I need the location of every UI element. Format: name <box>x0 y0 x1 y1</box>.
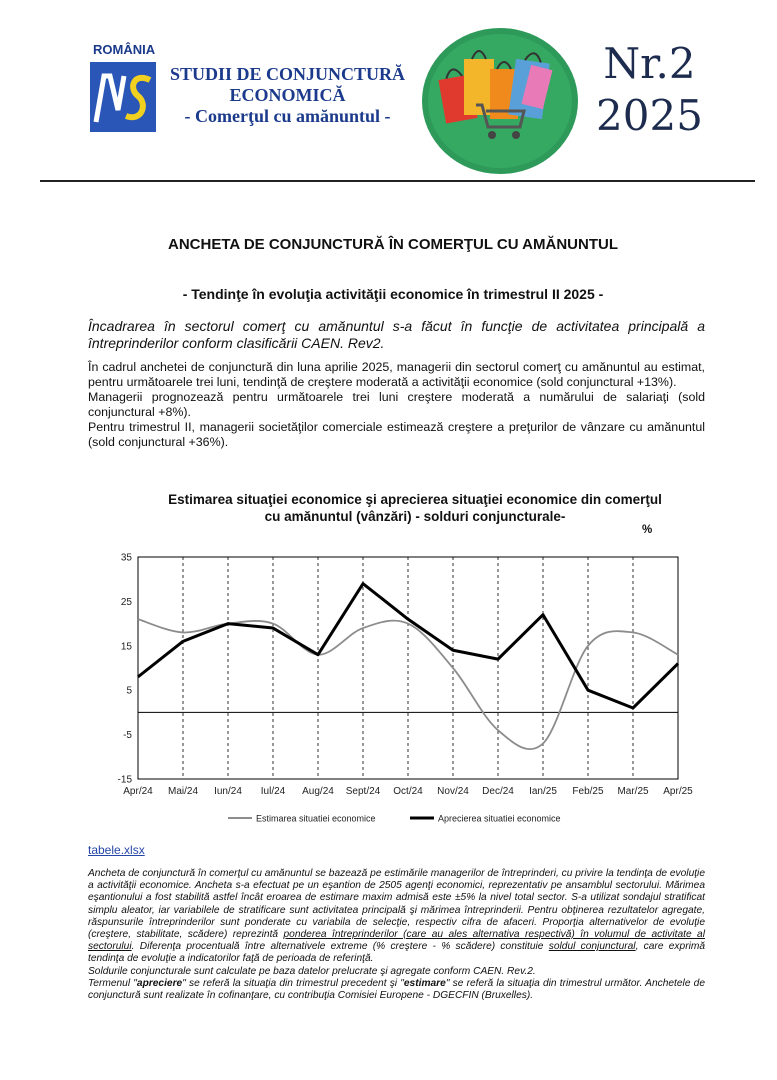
title-line-3: - Comerţul cu amănuntul - <box>184 106 391 126</box>
note-underlined-text: soldul conjunctural <box>548 941 636 953</box>
chart-title: Estimarea situaţiei economice şi aprecierea situaţiei economice din comerţul cu amănuntul (vânzări) - solduri conjuncturale- <box>168 492 662 524</box>
x-tick-label: Iun/24 <box>214 786 242 797</box>
x-tick-label: Mar/25 <box>617 786 649 797</box>
tables-link[interactable]: tabele.xlsx <box>88 843 145 857</box>
x-tick-label: Iul/24 <box>260 786 286 797</box>
x-tick-label: Mai/24 <box>167 786 199 797</box>
legend-label-estimare: Estimarea situatiei economice <box>256 813 376 824</box>
intro-text: Încadrarea în sectorul comerţ cu amănuntul s-a făcut în funcţie de activitatea principală a întreprinderilor conform clasificării CAEN. Rev2. <box>88 318 705 351</box>
x-tick-label: Ian/25 <box>529 786 557 797</box>
x-tick-label: Apr/24 <box>123 786 153 797</box>
document-header <box>0 0 777 185</box>
y-tick-label: 35 <box>120 552 132 564</box>
line-chart <box>100 545 710 835</box>
publication-title <box>160 64 415 127</box>
note-paragraph-2: Soldurile conjuncturale sunt calculate pe baza datelor prelucrate şi agregate conform CAEN. Rev.2. <box>88 965 536 977</box>
issue-year: 2025 <box>596 91 703 140</box>
x-tick-label: Nov/24 <box>437 786 469 797</box>
header-divider <box>40 180 755 182</box>
y-tick-label: -5 <box>123 730 132 742</box>
issue-number: Nr.2 <box>603 39 696 88</box>
paragraph-employees: Managerii prognozează pentru următoarele trei luni creştere moderată a numărului de salariaţi (sold conjunctural +8%). <box>88 390 705 419</box>
paragraph-activity: În cadrul anchetei de conjunctură din luna aprilie 2025, managerii din sectorul comerţ cu amănuntul au estimat, pentru următoarele trei luni, tendinţă de creştere moderată a activităţii economice (sold conjunctural +13%). <box>88 360 705 389</box>
x-tick-label: Aug/24 <box>302 786 334 797</box>
legend-label-apreciere: Aprecierea situatiei economice <box>438 813 561 824</box>
page-title: ANCHETA DE CONJUNCTURĂ ÎN COMERŢUL CU AMĂNUNTUL <box>168 236 618 253</box>
title-line-1: STUDII DE CONJUNCTURĂ <box>169 64 406 84</box>
note-text: " se referă la situaţia din trimestrul următor. Anchetele de conjunctură sunt realizate în cofinanţare, cu contribuţia Comisiei Europene - DGECFIN (Bruxelles). <box>88 977 706 1002</box>
note-text: " se referă la situaţia din trimestrul precedent şi " <box>182 977 404 989</box>
summary-paragraphs <box>88 360 705 450</box>
y-tick-label: -15 <box>117 774 132 786</box>
x-tick-label: Apr/25 <box>663 786 693 797</box>
note-text: . Diferenţa procentuală între alternativele extreme (% creştere - % scădere) constituie <box>131 941 549 953</box>
note-underlined-text: ponderea întreprinderilor (care au ales alternativa respectivă) în volumul de activitate al sectorului <box>88 929 705 953</box>
note-paragraph-1 <box>88 868 705 966</box>
x-tick-label: Feb/25 <box>572 786 604 797</box>
title-line-2: ECONOMICĂ <box>229 85 346 105</box>
note-paragraph-3 <box>88 978 705 1002</box>
x-tick-label: Sept/24 <box>345 786 381 797</box>
chart-unit: % <box>642 524 653 536</box>
shopping-bags-cart-icon <box>420 27 580 175</box>
logo-text: INS <box>123 129 125 130</box>
note-text: Termenul " <box>88 977 137 989</box>
note-bold-term: apreciere <box>136 977 183 989</box>
y-tick-label: 25 <box>120 596 132 608</box>
methodology-note <box>88 868 705 1002</box>
issue-label <box>592 38 707 142</box>
y-tick-label: 15 <box>120 641 132 653</box>
x-tick-label: Dec/24 <box>482 786 514 797</box>
x-tick-label: Oct/24 <box>393 786 423 797</box>
country-label: ROMÂNIA <box>93 42 156 57</box>
note-text: , care exprimă tendinţa de evoluţie a indicatorilor faţă de perioada de referinţă. <box>88 941 705 965</box>
note-bold-term: estimare <box>403 977 446 989</box>
note-text: Ancheta de conjunctură în comerţul cu amănuntul se bazează pe estimările managerilor de întreprinderi, cu privire la tendinţa de evoluţie a activităţii economice. Ancheta s-a efectuat pe un eşantion de 2505 agenţi economici, reprezentativ pe ansamblul sectorului. Mărimea eşantionului a fost stabilită astfel încât eroarea de estimare maxim admisă este ±5% la nivel total sector. S-a utilizat sondajul stratificat simplu aleator, iar variabilele de stratificare sunt activitatea principală şi mărimea întreprinderii. Pentru obţinerea rezultatelor agregate, răspunsurile întreprinderilor sunt ponderate cu variabila de selecţie, respectiv cifra de afaceri. Proporţia alternativelor de evoluţie (creştere, stabilitate, scădere) reprezintă <box>88 868 705 941</box>
ins-logo <box>90 62 156 132</box>
page-subtitle: - Tendinţe în evoluţia activităţii economice în trimestrul II 2025 - <box>182 286 604 302</box>
y-tick-label: 5 <box>126 685 132 697</box>
paragraph-prices: Pentru trimestrul II, managerii societăţilor comerciale estimează creştere a preţurilor de vânzare cu amănuntul (sold conjunctural +36%). <box>88 420 705 449</box>
